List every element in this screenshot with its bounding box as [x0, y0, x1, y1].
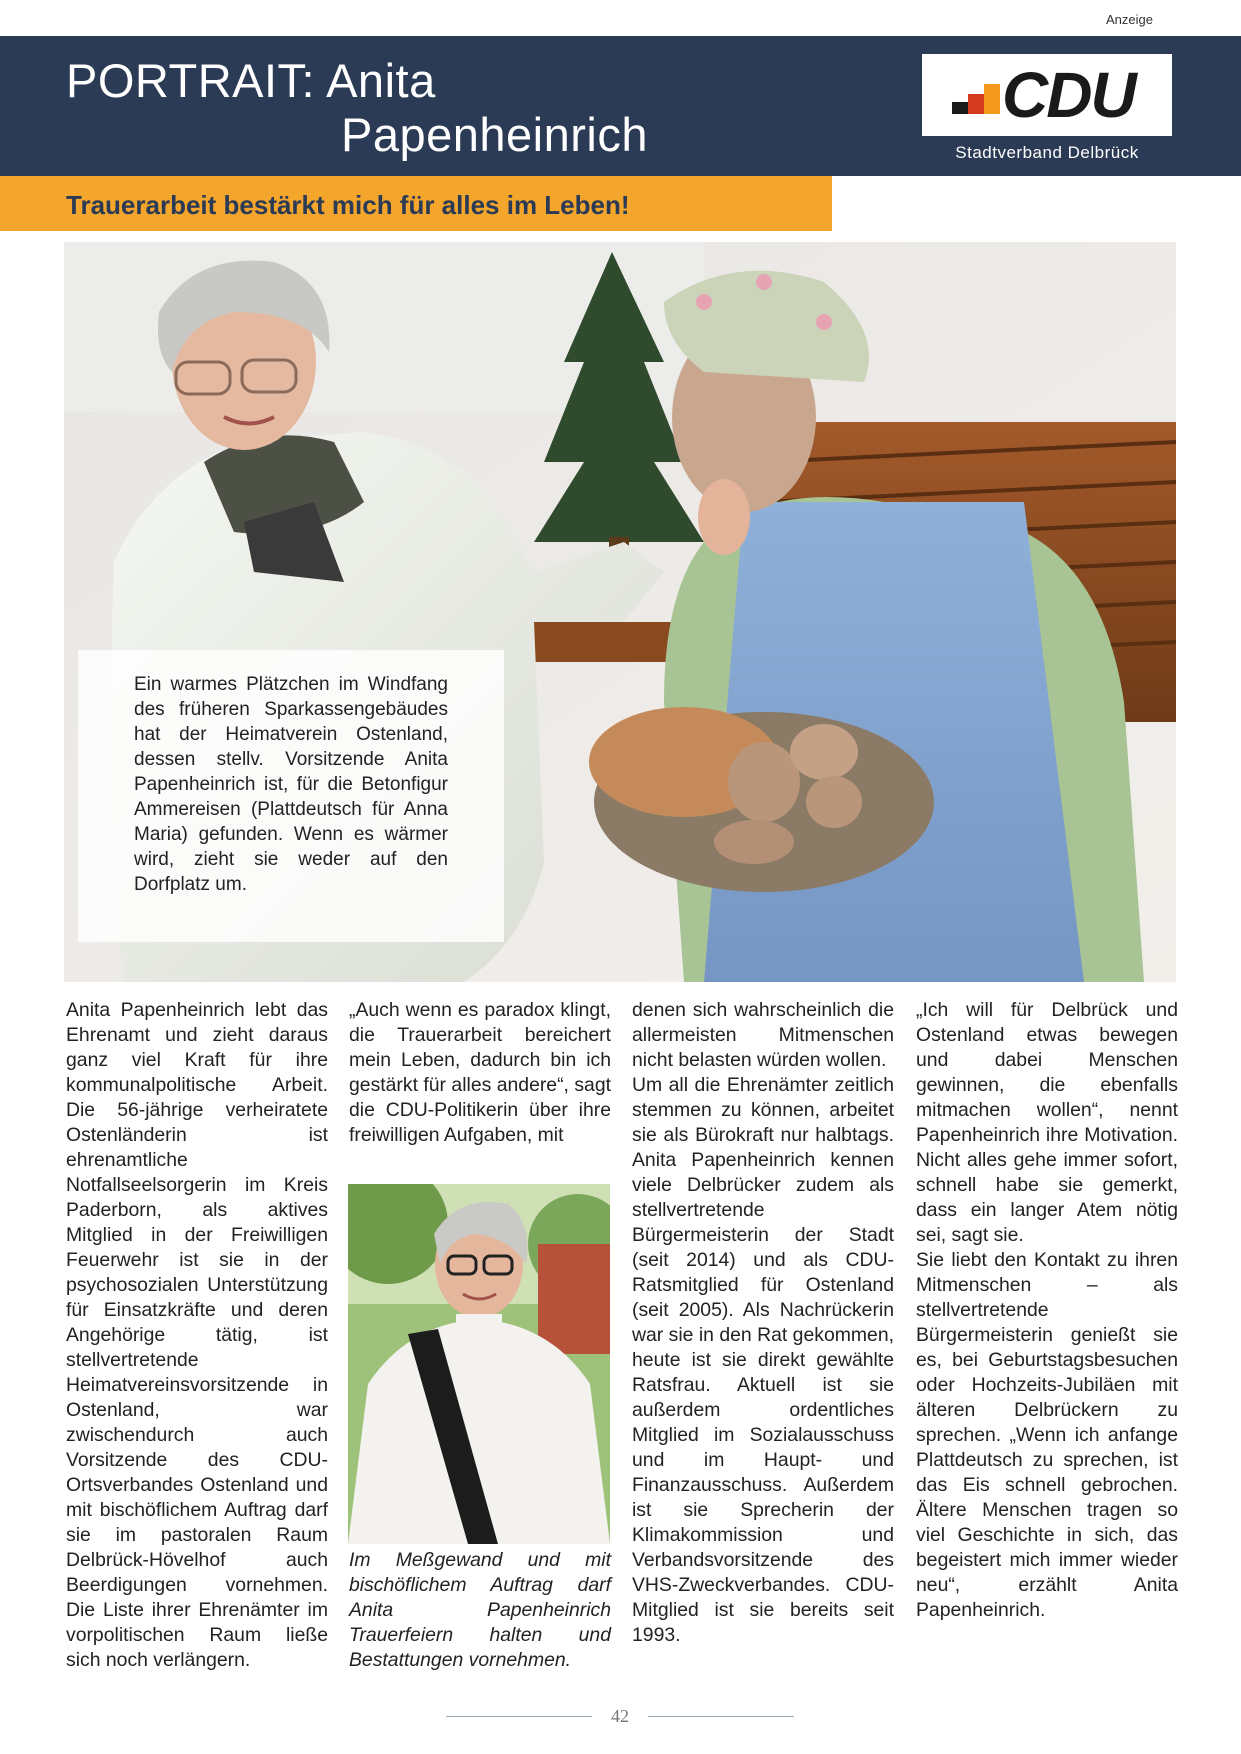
title-line-2: Papenheinrich	[341, 108, 648, 161]
article-paragraph: denen sich wahrscheinlich die allermeisten Mitmenschen nicht belasten würden wollen.	[632, 999, 894, 1071]
title-line-1: PORTRAIT: Anita	[66, 54, 436, 107]
headline: Trauerarbeit bestärkt mich für alles im Leben!	[66, 190, 630, 220]
main-photo-caption: Ein warmes Plätzchen im Windfang des früheren Sparkassengebäudes hat der Heimatverein Ostenland, dessen stellv. Vorsitzende Anita Papenheinrich ist, für die Betonfigur Ammereisen (Plattdeutsch für Anna Maria) gefunden. Wenn es wärmer wird, zieht sie weder auf den Dorfplatz um.	[134, 674, 448, 895]
page-number: 42	[611, 1706, 629, 1726]
footer-divider-left	[446, 1716, 592, 1717]
article-paragraph: Sie liebt den Kontakt zu ihren Mitmenschen – als stellvertretende Bürgermeisterin genießt sie es, bei Geburtstagsbesuchen oder Hochzeits-Jubiläen mit älteren Delbrückern zu sprechen. „Wenn ich anfange Plattdeutsch zu sprechen, ist das Eis schnell gebrochen. Ältere Menschen tragen so viel Geschichte in sich, das begeistert mich immer wieder neu“, erzählt Anita Papenheinrich.	[916, 1249, 1178, 1621]
article-paragraph: „Auch wenn es paradox klingt, die Trauerarbeit bereichert mein Leben, dadurch bin ich gestärkt für alles andere“, sagt die CDU-Politikerin über ihre freiwilligen Aufgaben, mit	[349, 999, 611, 1146]
article-paragraph: Um all die Ehrenämter zeitlich stemmen zu können, arbeitet sie als Bürokraft nur halbtags. Anita Papenheinrich kennen viele Delbrücker zudem als stellvertretende Bürgermeisterin der Stadt (seit 2014) und als CDU-Ratsmitglied für Ostenland (seit 2005). Als Nachrückerin war sie in den Rat gekommen, heute ist sie direkt gewählte Ratsfrau. Aktuell ist sie außerdem ordentliches Mitglied im Sozialausschuss und im Haupt- und Finanzausschuss. Außerdem ist sie Sprecherin der Klimakommission und Verbandsvorsitzende des VHS-Zweckverbandes. CDU-Mitglied ist sie bereits seit 1993.	[632, 1074, 894, 1646]
cdu-logo	[922, 54, 1172, 136]
article-column-3	[632, 998, 894, 1648]
portrait-photo	[348, 1184, 610, 1544]
logo-wordmark: CDU	[1002, 59, 1135, 131]
article-paragraph: „Ich will für Delbrück und Ostenland etwas bewegen und dabei Menschen gewinnen, die ebenfalls mitmachen wollen“, nennt Papenheinrich ihre Motivation. Nicht alles gehe immer sofort, schnell habe sie gemerkt, dass ein langer Atem nötig sei, sagt sie.	[916, 999, 1178, 1246]
page-title	[66, 54, 648, 162]
article-column-4	[916, 998, 1178, 1623]
footer-divider-right	[648, 1716, 794, 1717]
ad-label: Anzeige	[1106, 12, 1153, 27]
logo-subtitle: Stadtverband Delbrück	[955, 143, 1139, 162]
article-column-1	[66, 998, 328, 1673]
article-column-2	[349, 998, 611, 1148]
logo-bars-icon	[952, 84, 1000, 114]
article-paragraph: Anita Papenheinrich lebt das Ehrenamt und zieht daraus ganz viel Kraft für ihre kommunalpolitische Arbeit. Die 56-jährige verheiratete Ostenländerin ist ehrenamtliche Notfallseelsorgerin im Kreis Paderborn, als aktives Mitglied in der Freiwilligen Feuerwehr ist sie in der psychosozialen Unterstützung für Einsatzkräfte und deren Angehörige tätig, ist stellvertretende Heimatvereinsvorsitzende in Ostenland, war zwischendurch auch Vorsitzende des CDU-Ortsverbandes Ostenland und mit bischöflichem Auftrag darf sie im pastoralen Raum Delbrück-Hövelhof auch Beerdigungen vornehmen. Die Liste ihrer Ehrenämter im vorpolitischen Raum ließe sich noch verlängern.	[66, 999, 328, 1671]
portrait-photo-caption: Im Meßgewand und mit bischöflichem Auftrag darf Anita Papenheinrich Trauerfeiern halten und Bestattungen vornehmen.	[349, 1549, 611, 1671]
